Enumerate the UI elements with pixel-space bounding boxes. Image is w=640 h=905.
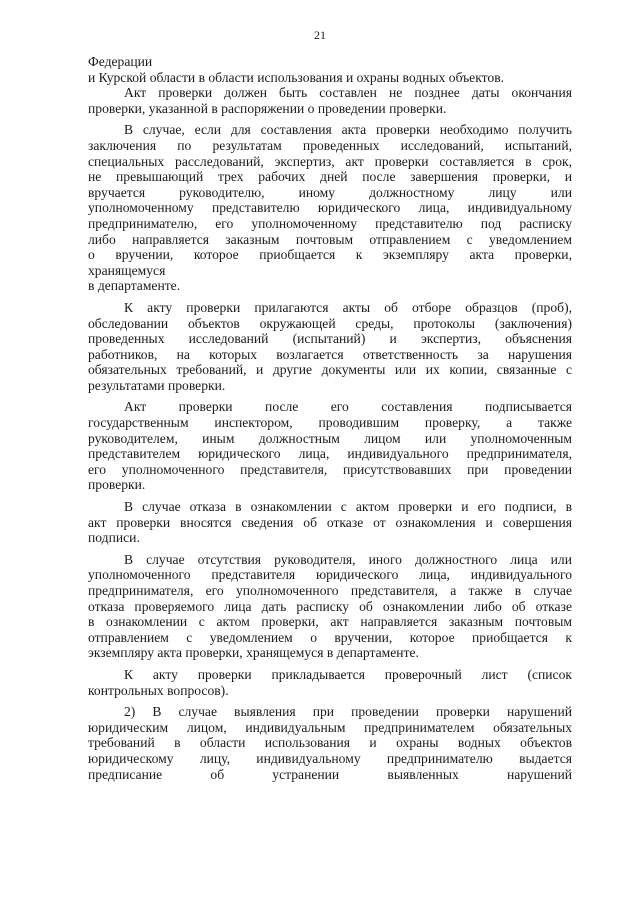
text-line: юридическим лицом, индивидуальным предпринимателем обязательных	[88, 719, 572, 735]
text-line: уполномоченного представителя юридического лица, индивидуального	[88, 567, 572, 583]
text-line: Федерации	[88, 54, 153, 69]
text-line: о вручении, которое приобщается к экземпляру акта проверки,	[88, 247, 572, 263]
text-line: результатами проверки.	[88, 377, 226, 393]
text-line: в ознакомлении с актом проверки, акт направляется заказным почтовым	[88, 614, 572, 630]
text-line: Акт проверки должен быть составлен не позднее даты окончания	[124, 85, 572, 101]
text-line: представителем юридического лица, индивидуального предпринимателя,	[88, 446, 572, 462]
text-line: в департаменте.	[88, 278, 181, 294]
text-line: его уполномоченного представителя, присутствовавших при проведении	[88, 461, 572, 477]
text-line: обследовании объектов окружающей среды, протоколы (заключения)	[88, 315, 572, 331]
text-line: заключения по результатам проведенных исследований, испытаний,	[88, 137, 572, 153]
text-line: подписи.	[88, 530, 140, 546]
text-line: отказа проверяемого лица дать расписку об ознакомлении либо об отказе	[88, 598, 572, 614]
text-line: К акту проверки прилагаются акты об отборе образцов (проб),	[124, 299, 572, 315]
text-line: контрольных вопросов).	[88, 682, 229, 698]
text-line: экземпляру акта проверки, хранящемуся в департаменте.	[88, 645, 419, 661]
text-line: проведенных исследований (испытаний) и экспертиз, объяснения	[88, 331, 572, 347]
text-line: не превышающий трех рабочих дней после завершения проверки, и	[88, 169, 572, 185]
page-number: 21	[314, 28, 326, 42]
text-line: предпринимателю, его уполномоченному представителю под расписку	[88, 215, 572, 231]
text-line: проверки, указанной в распоряжении о проведении проверки.	[88, 100, 447, 116]
text-line: проверки.	[88, 477, 146, 493]
text-line: специальных расследований, экспертиз, акт проверки составляется в срок,	[88, 153, 572, 169]
text-line: предпринимателя, его уполномоченного представителя, а также в случае	[88, 583, 572, 598]
text-line: хранящемуся	[88, 262, 166, 278]
text-line: и Курской области в области использования и охраны водных объектов.	[88, 69, 505, 85]
text-line: работников, на которых возлагается ответственность за нарушения	[88, 346, 572, 362]
text-line: 2) В случае выявления при проведении проверки нарушений	[124, 704, 572, 720]
text-line: требований в области использования и охраны водных объектов	[88, 735, 572, 751]
text-line: В случае отказа в ознакомлении с актом проверки и его подписи, в	[124, 499, 572, 515]
text-line: обязательных требований, и другие документы или их копии, связанные с	[88, 362, 572, 378]
text-line: руководителем, иным должностным лицом или уполномоченным	[88, 430, 572, 446]
text-line: В случае, если для составления акта проверки необходимо получить	[124, 122, 572, 138]
text-line: либо направляется заказным почтовым отправлением с уведомлением	[88, 231, 572, 247]
text-line: предписание об устранении выявленных нарушений	[88, 766, 572, 782]
text-line: В случае отсутствия руководителя, иного должностного лица или	[124, 551, 572, 567]
text-line: юридическому лицу, индивидуальному предпринимателю выдается	[88, 750, 572, 766]
text-line: уполномоченному представителю юридического лица, индивидуальному	[88, 200, 572, 216]
text-line: К акту проверки прикладывается проверочный лист (список	[124, 666, 572, 682]
text-line: акт проверки вносятся сведения об отказе от ознакомления и совершения	[88, 514, 572, 530]
text-line: отправлением с уведомлением о вручении, которое приобщается к	[88, 629, 572, 645]
text-line: Акт проверки после его составления подписывается	[124, 399, 572, 415]
document-body	[88, 54, 572, 782]
text-line: вручается руководителю, иному должностному лицу или	[88, 184, 572, 200]
text-line: государственным инспектором, проводившим проверку, а также	[88, 415, 572, 431]
